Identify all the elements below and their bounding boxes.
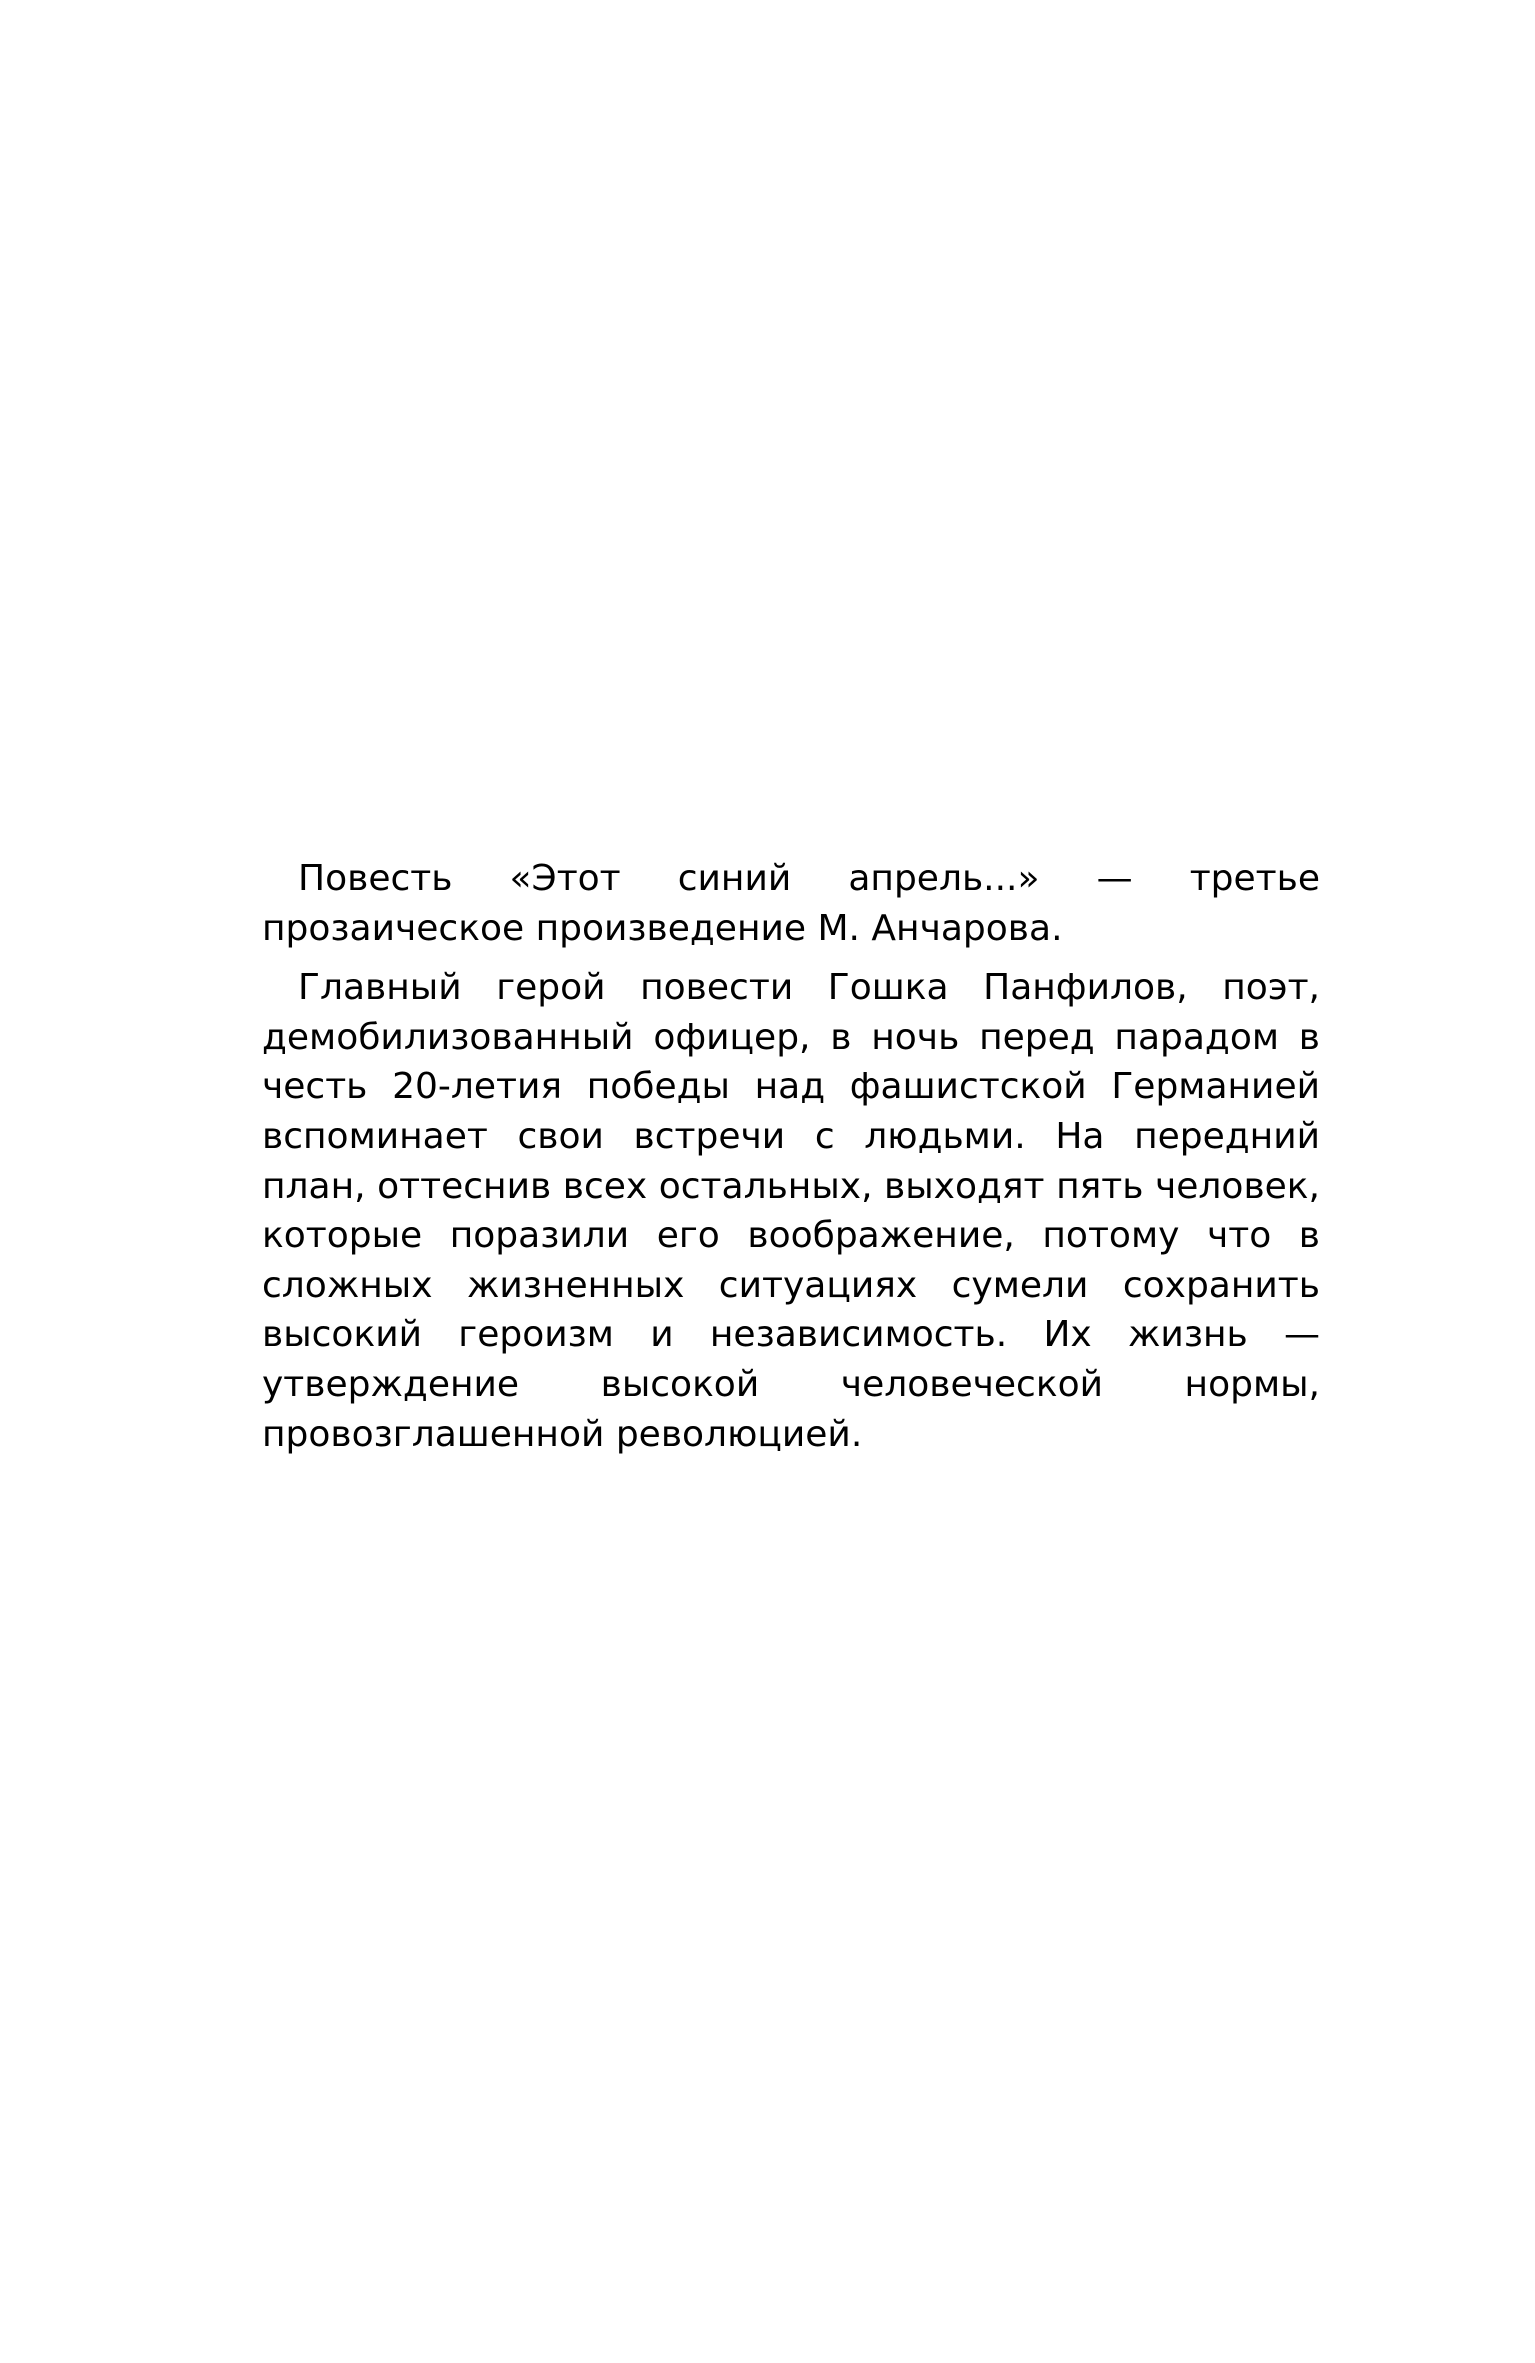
paragraph-summary: Главный герой повести Гошка Панфилов, поэт, демобилизованный офицер, в ночь перед парадом в честь 20-летия победы над фашистской Германией вспоминает свои встречи с людьми. На передний план, оттеснив всех остальных, выходят пять человек, которые поразили его воображение, потому что в сложных жизненных ситуациях сумели сохранить высокий героизм и независимость. Их жизнь — утверждение высокой человеческой нормы, провозглашенной революцией. bbox=[262, 967, 1320, 1455]
paragraph-intro: Повесть «Этот синий апрель...» — третье прозаическое произведение М. Анчарова. bbox=[262, 858, 1320, 949]
annotation-text bbox=[262, 854, 1320, 1459]
